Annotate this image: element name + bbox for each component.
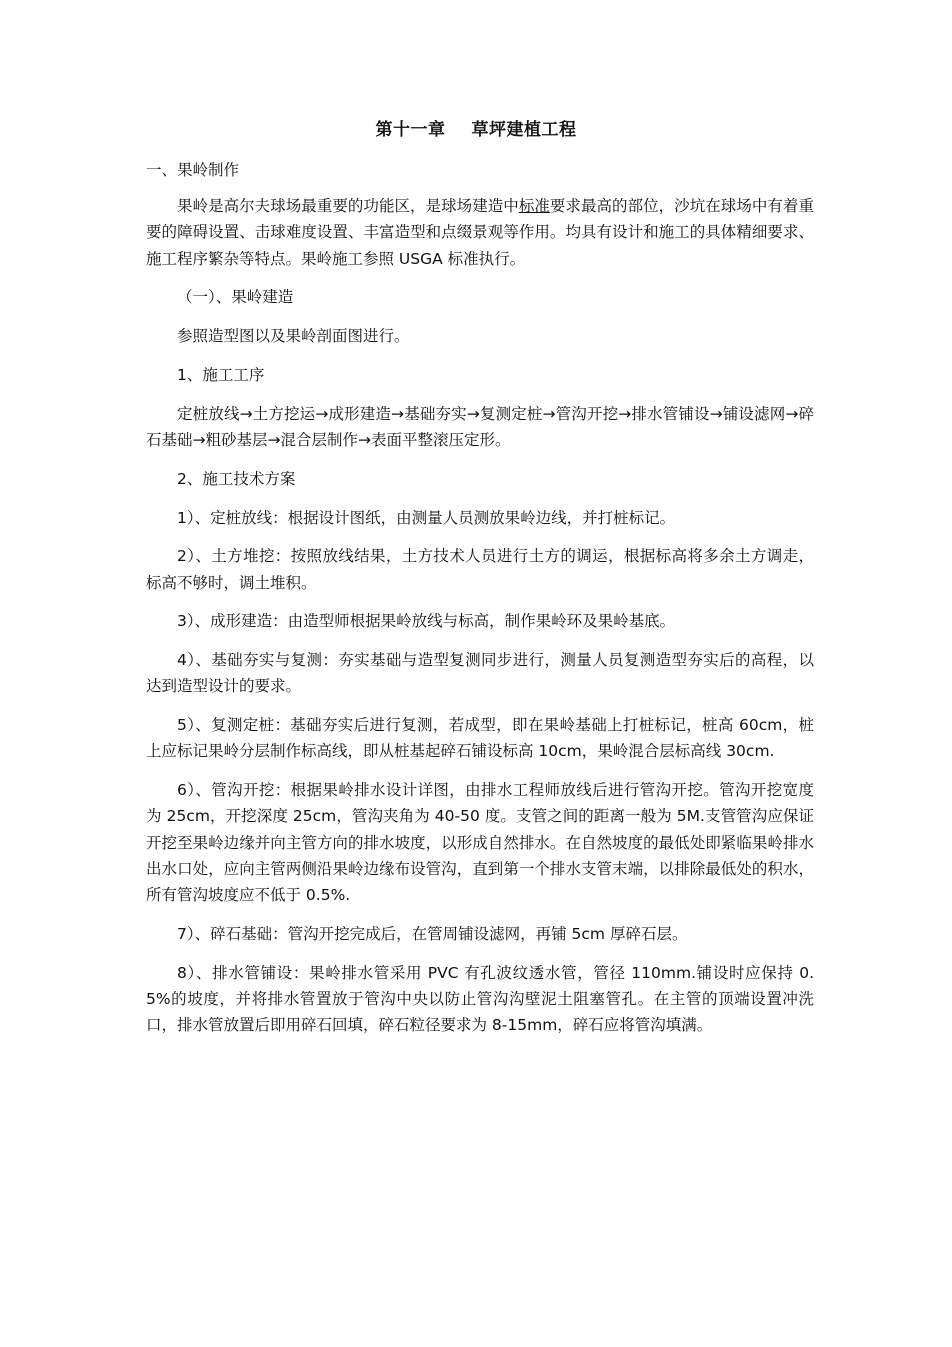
standard-link-text: 标准 (518, 197, 550, 216)
paragraph-reference: 参照造型图以及果岭剖面图进行。 (177, 327, 410, 346)
subsection-heading: （一）、果岭建造 (177, 288, 294, 307)
heading-technical-plan: 2、施工技术方案 (177, 469, 296, 488)
chapter-name: 草坪建植工程 (471, 120, 577, 140)
list-item: 4）、基础夯实与复测：夯实基础与造型复测同步进行，测量人员复测造型夯实后的高程，以达到造型设计的要求。 (146, 651, 814, 696)
list-item: 3）、成形建造：由造型师根据果岭放线与标高，制作果岭环及果岭基底。 (177, 612, 676, 631)
list-item: 6）、管沟开挖：根据果岭排水设计详图，由排水工程师放线后进行管沟开挖。管沟开挖宽度为 25cm，开挖深度 25cm，管沟夹角为 40-50 度。支管之间的距离一般为 5M.支管管沟应保证开挖至果岭边缘并向主管方向的排水坡度，以形成自然排水。在自然坡度的最低处即紧临果岭排水出水口处，应向主管两侧沿果岭边缘布设管沟，直到第一个排水支管末端，以排除最低处的积水，所有管沟坡度应不低于 0.5%. (146, 781, 814, 904)
section-heading: 一、果岭制作 (146, 161, 240, 179)
document-body (146, 157, 814, 1051)
list-item: 2）、土方堆挖：按照放线结果，土方技术人员进行土方的调运，根据标高将多余土方调走，标高不够时，调土堆积。 (146, 547, 814, 592)
chapter-title (0, 118, 952, 142)
list-item: 8）、排水管铺设：果岭排水管采用 PVC 有孔波纹透水管，管径 110mm.铺设时应保持 0.5%的坡度，并将排水管置放于管沟中央以防止管沟沟壁泥土阻塞管孔。在主管的顶端设置冲洗口，排水管放置后即用碎石回填，碎石粒径要求为 8-15mm，碎石应将管沟填满。 (146, 963, 814, 1034)
list-item: 5）、复测定桩：基础夯实后进行复测，若成型，即在果岭基础上打桩标记，桩高 60cm，桩上应标记果岭分层制作标高线，即从桩基起碎石铺设标高 10cm，果岭混合层标高线 30cm. (146, 716, 814, 761)
chapter-number: 第十一章 (375, 120, 446, 140)
paragraph-procedure: 定桩放线→土方挖运→成形建造→基础夯实→复测定桩→管沟开挖→排水管铺设→铺设滤网→碎石基础→粗砂基层→混合层制作→表面平整滚压定形。 (146, 404, 814, 449)
heading-procedure: 1、施工工序 (177, 366, 265, 384)
list-item: 1）、定桩放线：根据设计图纸，由测量人员测放果岭边线，并打桩标记。 (177, 508, 676, 527)
list-item: 7）、碎石基础：管沟开挖完成后，在管周铺设滤网，再铺 5cm 厚碎石层。 (177, 924, 688, 943)
paragraph-intro: 果岭是高尔夫球场最重要的功能区，是球场建造中标准要求最高的部位，沙坑在球场中有着重要的障碍设置、击球难度设置、丰富造型和点缀景观等作用。均具有设计和施工的具体精细要求、施工程序繁杂等特点。果岭施工参照 USGA 标准执行。 (146, 197, 814, 268)
